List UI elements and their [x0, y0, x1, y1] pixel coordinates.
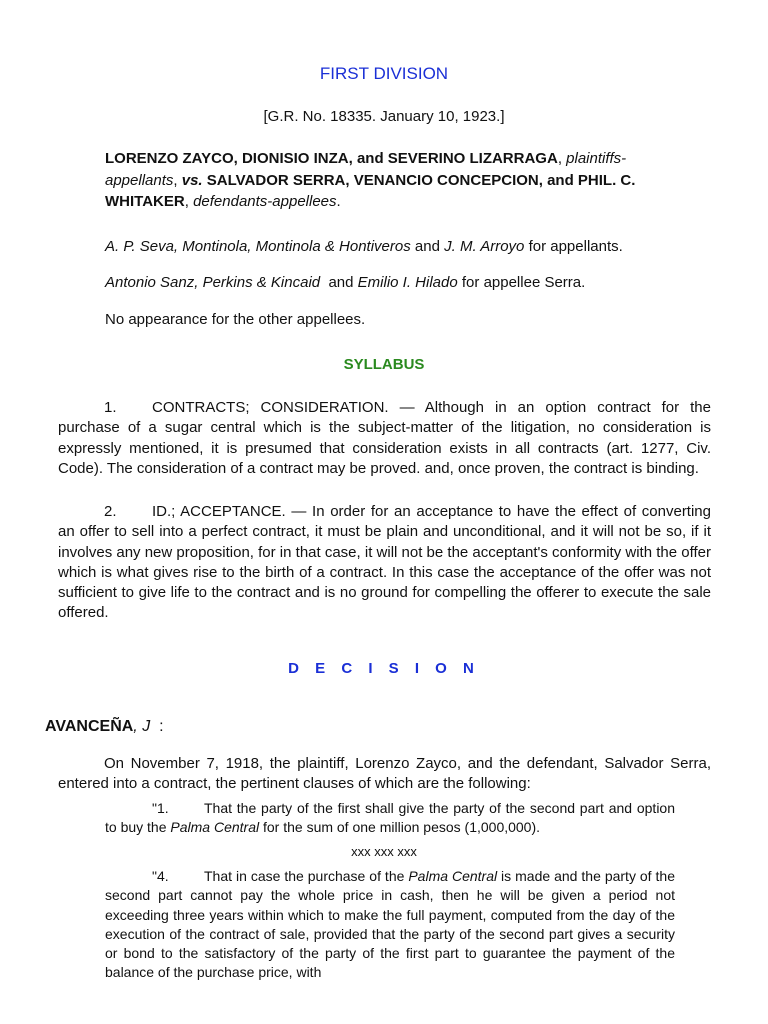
appellee-firm: Antonio Sanz, Perkins & Kincaid — [105, 274, 321, 291]
appellee-and: and — [328, 274, 354, 291]
appellants-firm: A. P. Seva, Montinola, Montinola & Hontiveros — [105, 238, 411, 255]
decision-heading: D E C I S I O N — [288, 660, 480, 677]
versus-label: vs. — [181, 171, 203, 189]
syllabus-item-2 — [58, 502, 711, 624]
counsel-appellants — [105, 238, 725, 255]
clause-italic: Palma Central — [408, 868, 498, 884]
appellants-lawyer: J. M. Arroyo — [444, 238, 525, 255]
clause-text-before: That the party of the first shall give the party of the second part and option to buy the — [105, 800, 675, 836]
appellants-and: and — [414, 238, 440, 255]
syllabus-item-1 — [58, 398, 711, 479]
clause-text-after: is made and the party of the second part cannot pay the whole price in cash, then he will be given a period not exceeding three years within which to make the full payment, computed from the day of the execution of the contract of sale, provided that the party of the second part gives a security or bond to the satisfactory of the party of the first part to guarantee the payment of the balance of the purchase price, with — [105, 868, 675, 981]
ponente-name: AVANCEÑA — [45, 718, 134, 735]
clause-text-after: for the sum of one million pesos (1,000,000). — [259, 819, 541, 836]
ponente-colon: : — [159, 718, 164, 735]
clause-number: "4. — [152, 868, 169, 884]
defendants-names: SALVADOR SERRA, VENANCIO CONCEPCION, and PHIL. C. WHITAKER — [105, 171, 636, 210]
clause-italic: Palma Central — [170, 819, 260, 836]
syllabus-number: 2. — [104, 503, 117, 520]
counsel-appellee — [105, 274, 725, 291]
ponente-line — [45, 718, 164, 736]
appellants-suffix: for appellants. — [528, 238, 623, 255]
ellipsis-marker: xxx xxx xxx — [351, 844, 417, 859]
opening-text: On November 7, 1918, the plaintiff, Lorenzo Zayco, and the defendant, Salvador Serra, entered into a contract, the pertinent clauses of which are the following: — [58, 755, 711, 793]
ponente-suffix: , J — [133, 718, 151, 735]
appellee-lawyer: Emilio I. Hilado — [357, 274, 458, 291]
case-number: [G.R. No. 18335. January 10, 1923.] — [263, 108, 505, 125]
decision-opening-paragraph — [58, 754, 711, 795]
quoted-clause-1 — [105, 799, 675, 838]
defendants-role: defendants-appellees — [193, 193, 337, 210]
case-parties: LORENZO ZAYCO, DIONISIO INZA, and SEVERINO LIZARRAGA, plaintiffs-appellants, vs. SALVADOR SERRA, VENANCIO CONCEPCION, and PHIL. C. WHITAKER, defendants-appellees. — [105, 150, 636, 210]
appellee-suffix: for appellee Serra. — [461, 274, 586, 291]
syllabus-number: 1. — [104, 399, 117, 416]
plaintiffs-role: plaintiffs-appellants — [105, 150, 627, 189]
syllabus-text: ID.; ACCEPTANCE. — In order for an acceptance to have the effect of converting an offer to sell into a perfect contract, it must be plain and unconditional, and it will not be so, if it involves any new proposition, for in that case, it will not be the acceptant's conformity with the offer which is what gives rise to the birth of a contract. In this case the acceptance of the offer was not sufficient to give life to the contract and is no ground for compelling the offerer to execute the sale offered. — [58, 503, 711, 622]
quoted-clause-4 — [105, 867, 675, 983]
counsel-others: No appearance for the other appellees. — [105, 311, 366, 328]
clause-number: "1. — [152, 800, 169, 816]
division-title: FIRST DIVISION — [319, 64, 449, 83]
syllabus-text: CONTRACTS; CONSIDERATION. — Although in an option contract for the purchase of a sugar central which is the subject-matter of the litigation, no consideration is expressly mentioned, it is presumed that consideration exists in all contracts (art. 1277, Civ. Code). The consideration of a contract may be proved. and, once proven, the contract is binding. — [58, 399, 711, 477]
clause-text-before: That in case the purchase of the — [204, 868, 409, 884]
syllabus-heading: SYLLABUS — [343, 356, 425, 373]
plaintiffs-names: LORENZO ZAYCO, DIONISIO INZA, and SEVERINO LIZARRAGA — [105, 150, 558, 167]
